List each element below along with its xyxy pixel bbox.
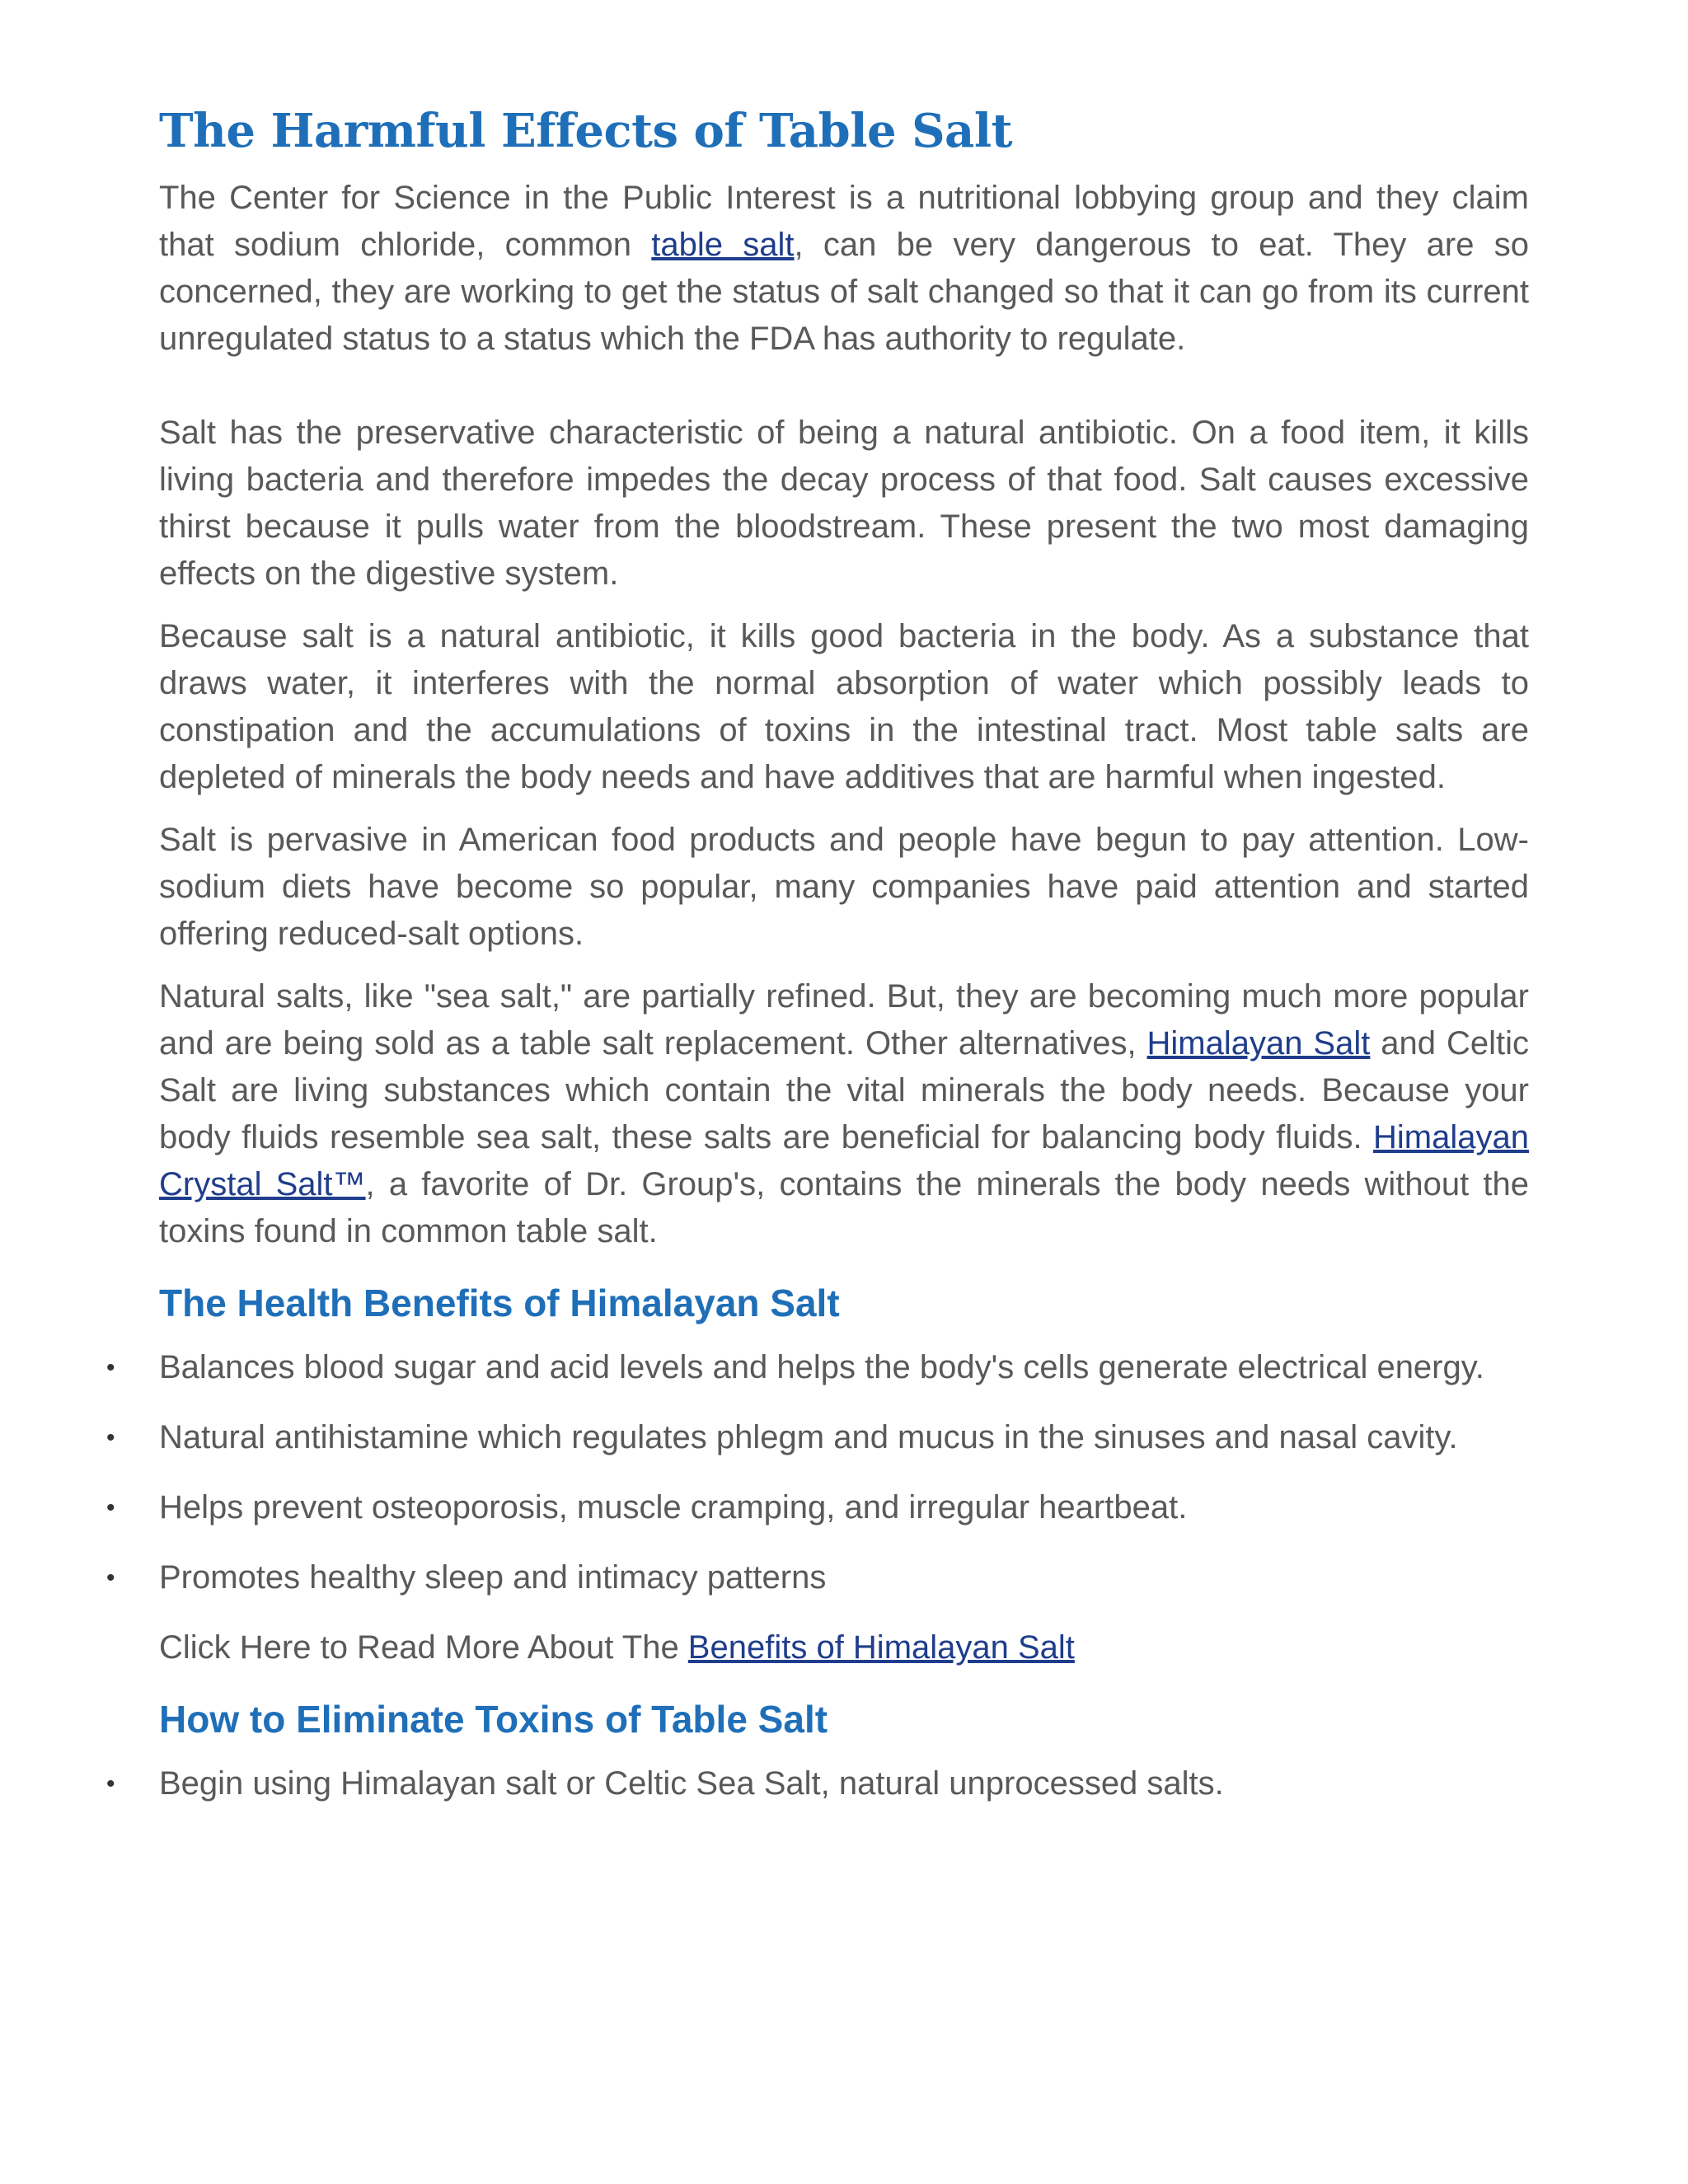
bullet-icon: • [106,1564,115,1591]
intro-paragraph [159,175,1529,363]
bullet-icon: • [106,1494,115,1521]
list-item-text: Begin using Himalayan salt or Celtic Sea Salt, natural unprocessed salts. [159,1765,1224,1802]
list-item [106,1554,1529,1601]
list-item [106,1414,1529,1461]
bullet-icon: • [106,1354,115,1381]
antibiotic-paragraph: Because salt is a natural antibiotic, it kills good bacteria in the body. As a substance that draws water, it interferes with the normal absorption of water which possibly leads to constipation and the accumulations of toxins in the intestinal tract. Most table salts are depleted of minerals the body needs and have additives that are harmful when ingested. [159,618,1529,795]
intro-text-1: The Center for Science in the Public Interest is a nutritional lobbying group and they claim that sodium chloride, common [159,180,1529,263]
list-item-text: Balances blood sugar and acid levels and helps the body's cells generate electrical energy. [159,1349,1484,1385]
himalayan-salt-link[interactable]: Himalayan Salt [1146,1025,1371,1062]
pervasive-paragraph: Salt is pervasive in American food products and people have begun to pay attention. Low-sodium diets have become so popular, many companies have paid attention and started offering reduced-salt options. [159,822,1529,952]
benefits-heading: The Health Benefits of Himalayan Salt [159,1282,840,1324]
bullet-icon: • [106,1424,115,1451]
natural-salts-paragraph [159,973,1529,1255]
eliminate-heading: How to Eliminate Toxins of Table Salt [159,1698,828,1741]
read-more-line [159,1624,1529,1671]
intro-text-2: , can be very dangerous to eat. They are so concerned, they are working to get the status of salt changed so that it can go from its current unregulated status to a status which the FDA has authority to regulate. [159,227,1529,357]
benefits-link[interactable]: Benefits of Himalayan Salt [687,1629,1075,1666]
himalayan-crystal-salt-link[interactable]: Himalayan Crystal Salt™ [159,1119,1529,1202]
natural-salts-text-1: Natural salts, like "sea salt," are partially refined. But, they are becoming much more popular and are being sold as a table salt replacement. Other alternatives, [159,978,1529,1062]
read-more-prefix: Click Here to Read More About The [159,1629,688,1666]
list-item-text: Helps prevent osteoporosis, muscle cramping, and irregular heartbeat. [159,1489,1188,1526]
list-item [106,1760,1529,1807]
list-item [106,1484,1529,1531]
table-salt-link[interactable]: table salt [651,227,795,263]
preservative-paragraph: Salt has the preservative characteristic of being a natural antibiotic. On a food item, it kills living bacteria and therefore impedes the decay process of that food. Salt causes excessive thirst because it pulls water from the bloodstream. These present the two most damaging effects on the digestive system. [159,415,1529,592]
article-body [106,99,1529,1830]
list-item-text: Promotes healthy sleep and intimacy patterns [159,1559,827,1596]
page-title: The Harmful Effects of Table Salt [159,104,1012,158]
natural-salts-text-2: and Celtic Salt are living substances which contain the vital minerals the body needs. Because your body fluids resemble sea salt, these salts are beneficial for balancing body fluids. [159,1025,1529,1155]
natural-salts-text-3: , a favorite of Dr. Group's, contains the minerals the body needs without the toxins found in common table salt. [159,1166,1529,1249]
benefits-list [106,1344,1529,1601]
bullet-icon: • [106,1770,115,1797]
list-item-text: Natural antihistamine which regulates phlegm and mucus in the sinuses and nasal cavity. [159,1419,1458,1455]
eliminate-list [106,1760,1529,1807]
list-item [106,1344,1529,1391]
